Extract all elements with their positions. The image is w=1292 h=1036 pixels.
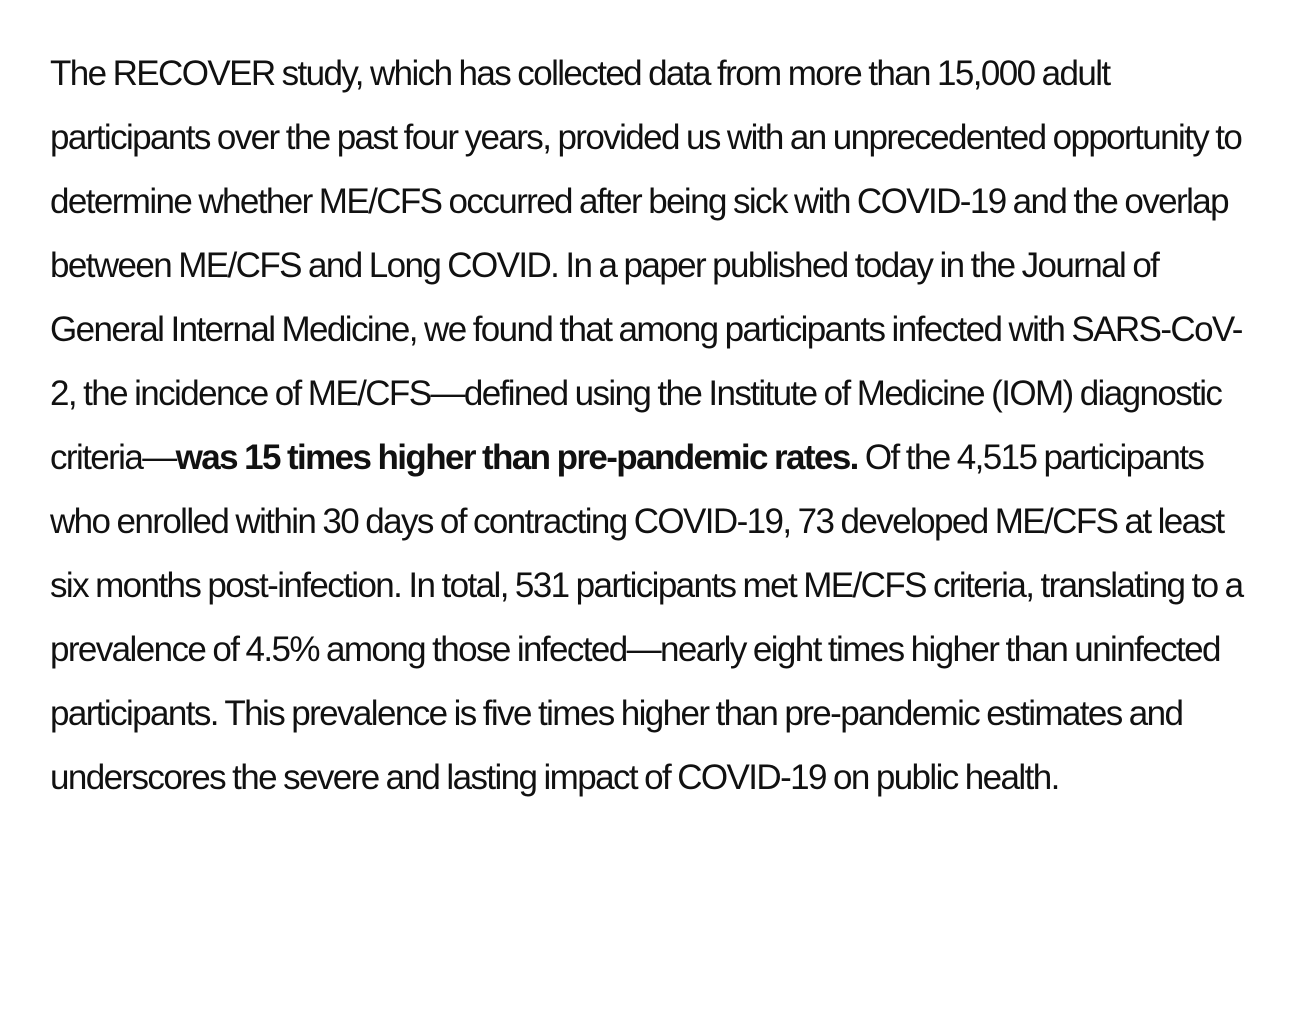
paragraph-text-before: The RECOVER study, which has collected data from more than 15,000 adult participants over the past four years, provided us with an unprecedented opportunity to determine whether ME/CFS occurred after being sick with COVID-19 and the overlap between ME/CFS and Long COVID. In a paper published today in the Journal of General Internal Medicine, we found that among participants infected with SARS-CoV-2, the incidence of ME/CFS—defined using the Institute of Medicine (IOM) diagnostic criteria— [50,54,1242,477]
paragraph-bold-highlight: was 15 times higher than pre-pandemic rates. [175,438,858,477]
article-paragraph [50,42,1265,810]
article-body [50,42,1265,810]
paragraph-text-after: Of the 4,515 participants who enrolled within 30 days of contracting COVID-19, 73 developed ME/CFS at least six months post-infection. In total, 531 participants met ME/CFS criteria, translating to a prevalence of 4.5% among those infected—nearly eight times higher than uninfected participants. This prevalence is five times higher than pre-pandemic estimates and underscores the severe and lasting impact of COVID-19 on public health. [50,438,1243,797]
